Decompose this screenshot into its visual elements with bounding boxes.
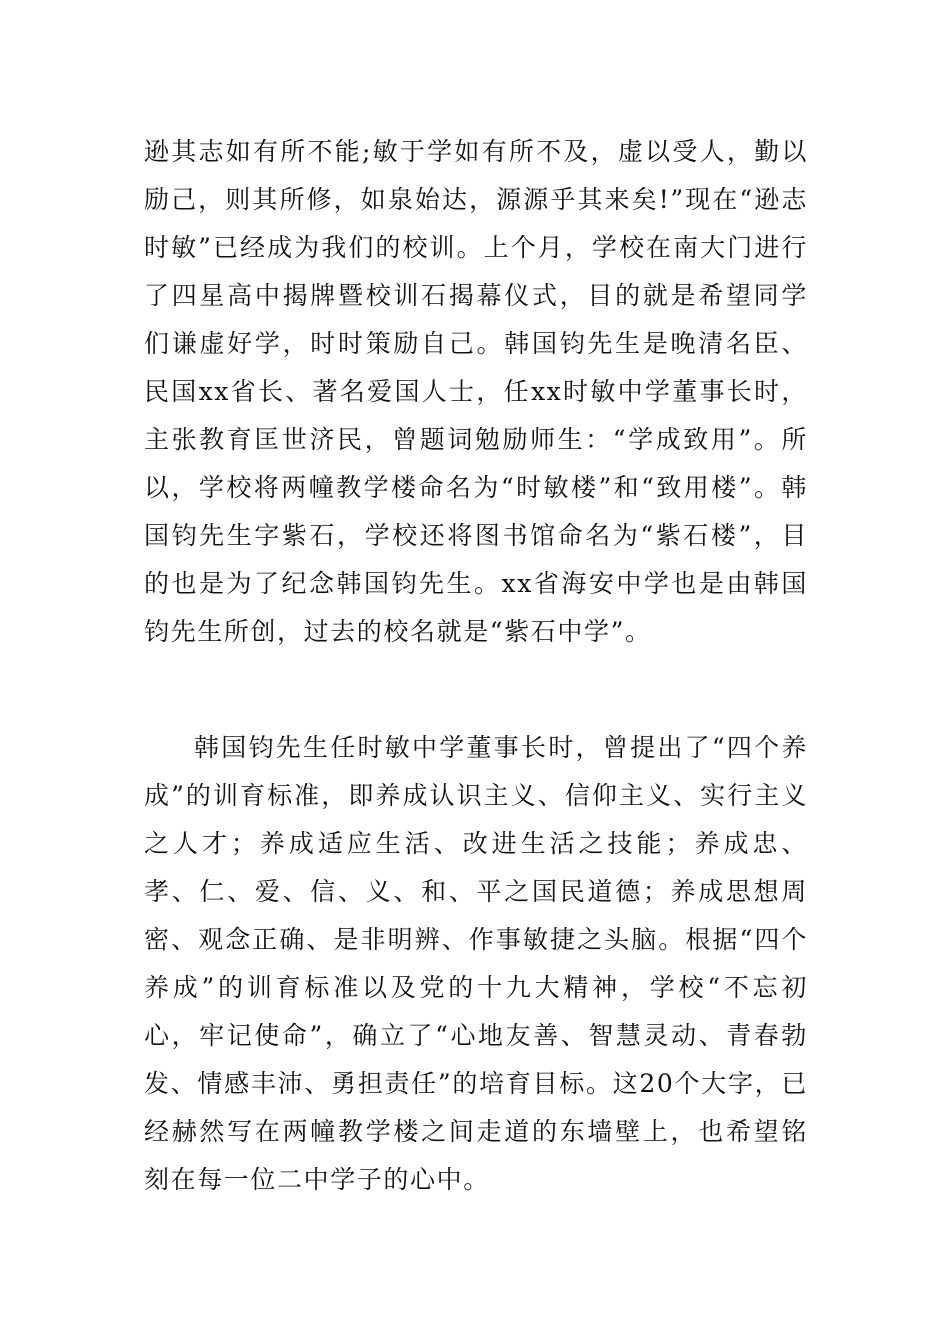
body-paragraph-1: 逊其志如有所不能;敏于学如有所不及，虚以受人，勤以励己，则其所修，如泉始达，源源乎其来矣!”现在“逊志时敏”已经成为我们的校训。上个月，学校在南大门进行了四星高中揭牌暨校训石揭幕仪式，目的就是希望同学们谦虚好学，时时策励自己。韩国钧先生是晚清名臣、民国xx省长、著名爱国人士，任xx时敏中学董事长时，主张教育匡世济民，曾题词勉励师生：“学成致用”。所以，学校将两幢教学楼命名为“时敏楼”和“致用楼”。韩国钧先生字紫石，学校还将图书馆命名为“紫石楼”，目的也是为了纪念韩国钧先生。xx省海安中学也是由韩国钧先生所创，过去的校名就是“紫石中学”。	[144, 137, 808, 646]
body-paragraph-2: 韩国钧先生任时敏中学董事长时，曾提出了“四个养成”的训育标准，即养成认识主义、信仰主义、实行主义之人才；养成适应生活、改进生活之技能；养成忠、孝、仁、爱、信、义、和、平之国民道德；养成思想周密、观念正确、是非明辨、作事敏捷之头脑。根据“四个养成”的训育标准以及党的十九大精神，学校“不忘初心，牢记使命”，确立了“心地友善、智慧灵动、青春勃发、情感丰沛、勇担责任”的培育目标。这20个大字，已经赫然写在两幢教学楼之间走道的东墙壁上，也希望铭刻在每一位二中学子的心中。	[144, 733, 808, 1194]
